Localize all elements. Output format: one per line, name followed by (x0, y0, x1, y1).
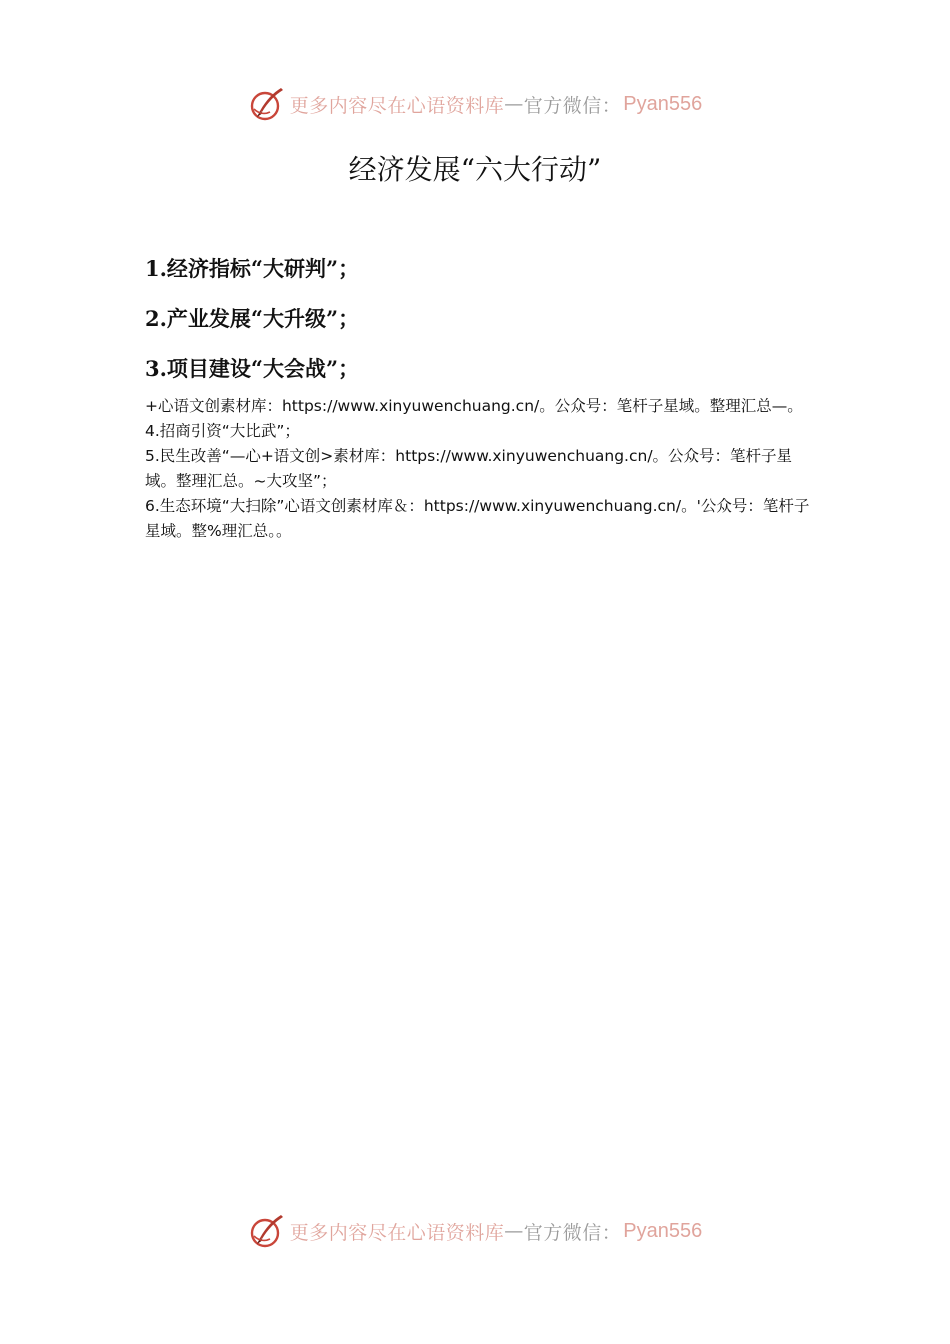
paragraph-1: +心语文创素材库：https://www.xinyuwenchuang.cn/。公众号：笔杆子星域。整理汇总—。4.招商引资“大比武”； (145, 397, 803, 440)
banner-wechat-label: 官方微信： (523, 94, 622, 117)
heading-item-3: 3.项目建设“大会战”； (145, 356, 360, 381)
banner-dash: — (504, 1220, 524, 1242)
banner-wechat-label: 官方微信： (523, 1221, 622, 1244)
quill-pen-logo-icon (248, 1212, 286, 1250)
banner-wechat-id: Pyan556 (623, 92, 703, 115)
paragraph-2: 5.民生改善“—心+语文创>素材库：https://www.xinyuwenchuang.cn/。公众号：笔杆子星域。整理汇总。~大攻坚”； (145, 447, 793, 490)
header-banner (0, 82, 950, 126)
heading-item-1: 1.经济指标“大研判”； (145, 256, 360, 281)
banner-dash: — (504, 93, 524, 115)
paragraph-3: 6.生态环境“大扫除”心语文创素材库＆：https://www.xinyuwenchuang.cn/。'公众号：笔杆子星域。整%理汇总。。 (145, 497, 810, 540)
banner-wechat-id: Pyan556 (623, 1219, 703, 1242)
heading-list (145, 250, 815, 400)
document-title: 经济发展“六大行动” (348, 153, 602, 186)
body-text (145, 394, 810, 544)
quill-pen-logo-icon (248, 85, 286, 123)
banner-main-text: 更多内容尽在心语资料库 (289, 94, 505, 117)
banner-main-text: 更多内容尽在心语资料库 (289, 1221, 505, 1244)
heading-item-2: 2.产业发展“大升级”； (145, 306, 360, 331)
footer-banner (0, 1209, 950, 1253)
